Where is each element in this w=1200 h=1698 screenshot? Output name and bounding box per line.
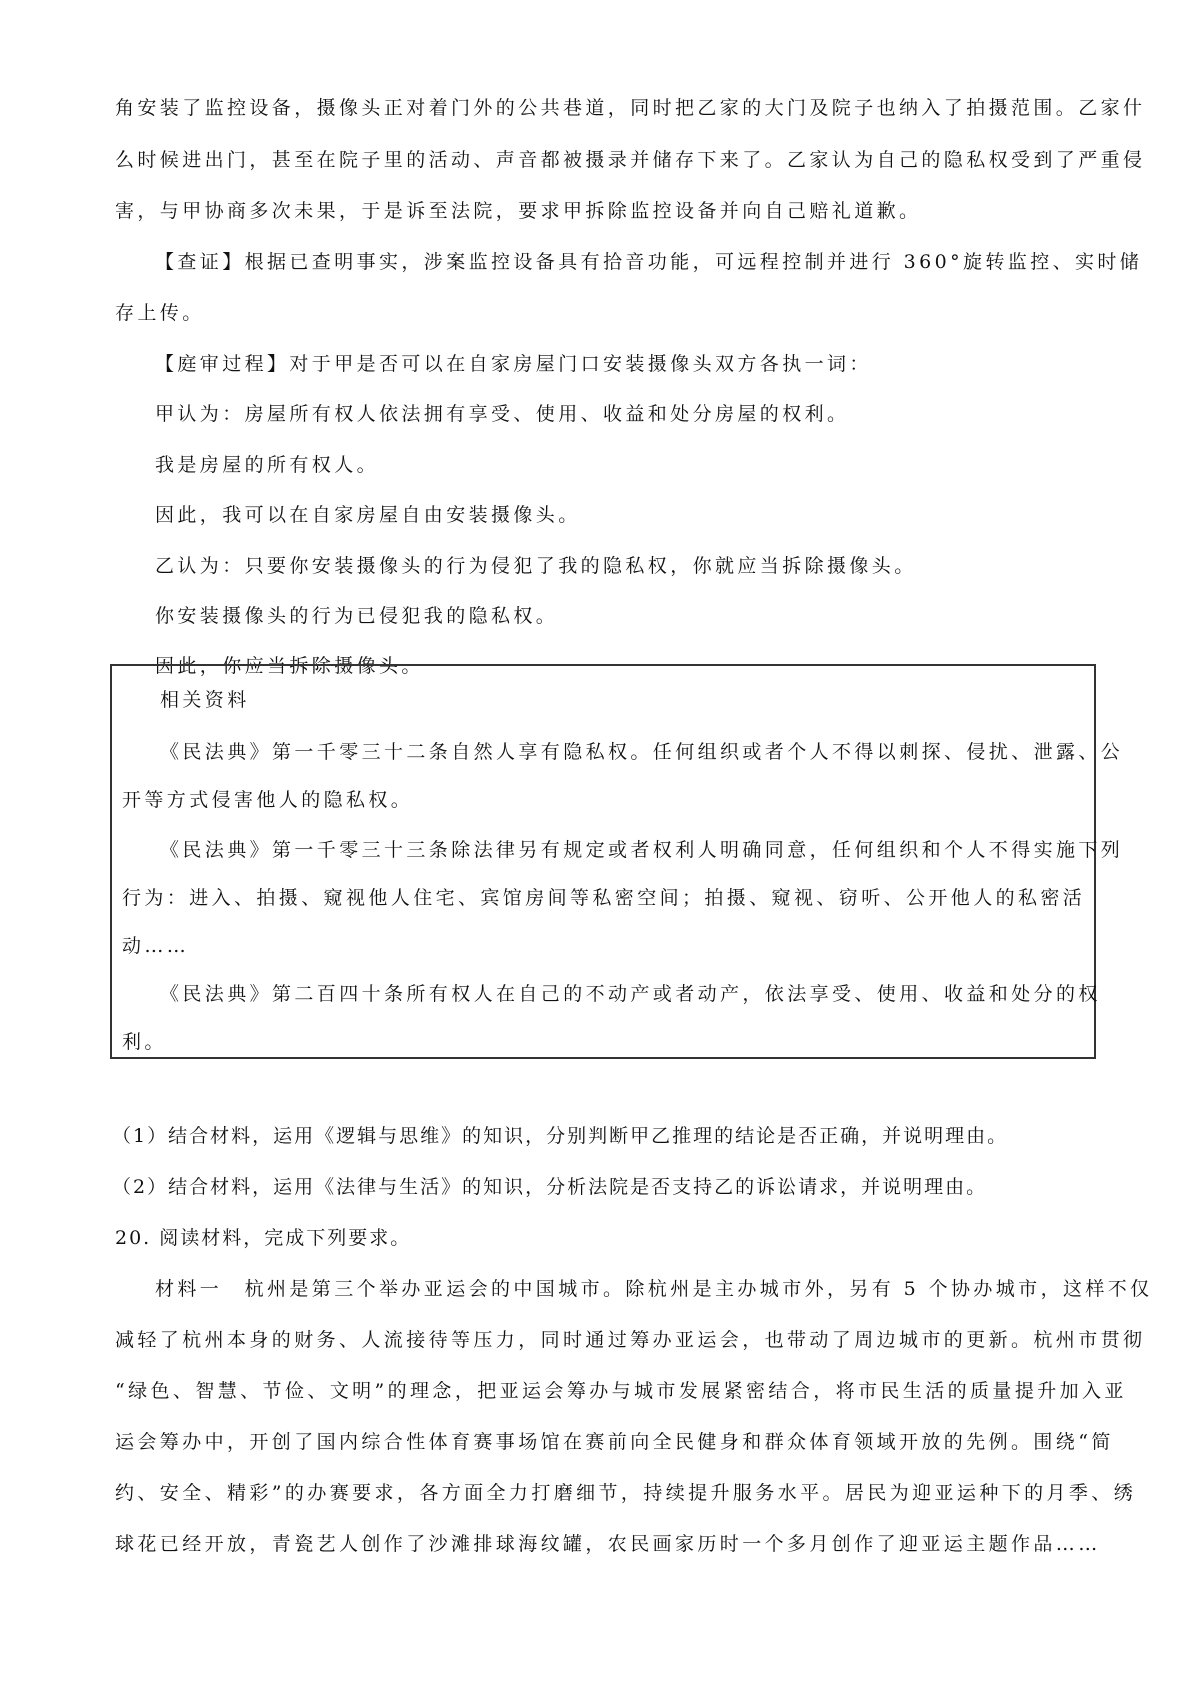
trial-heading: 【庭审过程】对于甲是否可以在自家房屋门口安装摄像头双方各执一词： [155,353,872,375]
sub-question-2: （2）结合材料，运用《法律与生活》的知识，分析法院是否支持乙的诉讼请求，并说明理由。 [112,1176,988,1198]
evidence-line: 【查证】根据已查明事实，涉案监控设备具有拾音功能，可远程控制并进行 360°旋转监控、实时储 [155,251,1143,273]
paragraph-line: 角安装了监控设备，摄像头正对着门外的公共巷道，同时把乙家的大门及院子也纳入了拍摄范围。乙家什 [115,97,1146,119]
law-article-line: 利。 [122,1031,167,1053]
jia-argument-line: 甲认为：房屋所有权人依法拥有享受、使用、收益和处分房屋的权利。 [155,403,850,425]
paragraph-line: 么时候进出门，甚至在院子里的活动、声音都被摄录并储存下来了。乙家认为自己的隐私权受到了严重侵 [115,149,1146,171]
material-one-line: 运会筹办中，开创了国内综合性体育赛事场馆在赛前向全民健身和群众体育领域开放的先例。围绕“简 [115,1431,1114,1453]
law-article-line: 行为：进入、拍摄、窥视他人住宅、宾馆房间等私密空间；拍摄、窥视、窃听、公开他人的私密活 [122,887,1086,909]
material-one-line: 减轻了杭州本身的财务、人流接待等压力，同时通过筹办亚运会，也带动了周边城市的更新。杭州市贯彻 [115,1329,1146,1351]
law-article-line: 《民法典》第一千零三十二条自然人享有隐私权。任何组织或者个人不得以刺探、侵扰、泄露、公 [160,741,1124,763]
law-article-line: 动…… [122,935,190,957]
jia-argument-line: 因此，我可以在自家房屋自由安装摄像头。 [155,504,581,526]
yi-argument-line: 你安装摄像头的行为已侵犯我的隐私权。 [155,605,559,627]
yi-argument-line: 乙认为：只要你安装摄像头的行为侵犯了我的隐私权，你就应当拆除摄像头。 [155,555,917,577]
question-20-heading: 20. 阅读材料，完成下列要求。 [115,1227,412,1249]
evidence-line: 存上传。 [115,302,205,324]
material-one-line: 材料一 杭州是第三个举办亚运会的中国城市。除杭州是主办城市外，另有 5 个协办城市，这样不仅 [155,1278,1153,1300]
law-article-line: 《民法典》第二百四十条所有权人在自己的不动产或者动产，依法享受、使用、收益和处分的权 [160,983,1101,1005]
law-article-line: 《民法典》第一千零三十三条除法律另有规定或者权利人明确同意，任何组织和个人不得实施下列 [160,839,1124,861]
material-one-line: “绿色、智慧、节俭、文明”的理念，把亚运会筹办与城市发展紧密结合，将市民生活的质量提升加入亚 [115,1380,1127,1402]
yi-argument-line: 因此，你应当拆除摄像头。 [155,655,424,677]
sub-question-1: （1）结合材料，运用《逻辑与思维》的知识，分别判断甲乙推理的结论是否正确，并说明理由。 [112,1125,1009,1147]
material-one-line: 球花已经开放，青瓷艺人创作了沙滩排球海纹罐，农民画家历时一个多月创作了迎亚运主题作品…… [115,1533,1101,1555]
law-article-line: 开等方式侵害他人的隐私权。 [122,789,414,811]
related-materials-box [110,664,1124,1059]
paragraph-line: 害，与甲协商多次未果，于是诉至法院，要求甲拆除监控设备并向自己赔礼道歉。 [115,200,922,222]
jia-argument-line: 我是房屋的所有权人。 [155,454,380,476]
related-materials-title: 相关资料 [160,689,250,711]
material-one-line: 约、安全、精彩”的办赛要求，各方面全力打磨细节，持续提升服务水平。居民为迎亚运种下的月季、绣 [115,1482,1137,1504]
